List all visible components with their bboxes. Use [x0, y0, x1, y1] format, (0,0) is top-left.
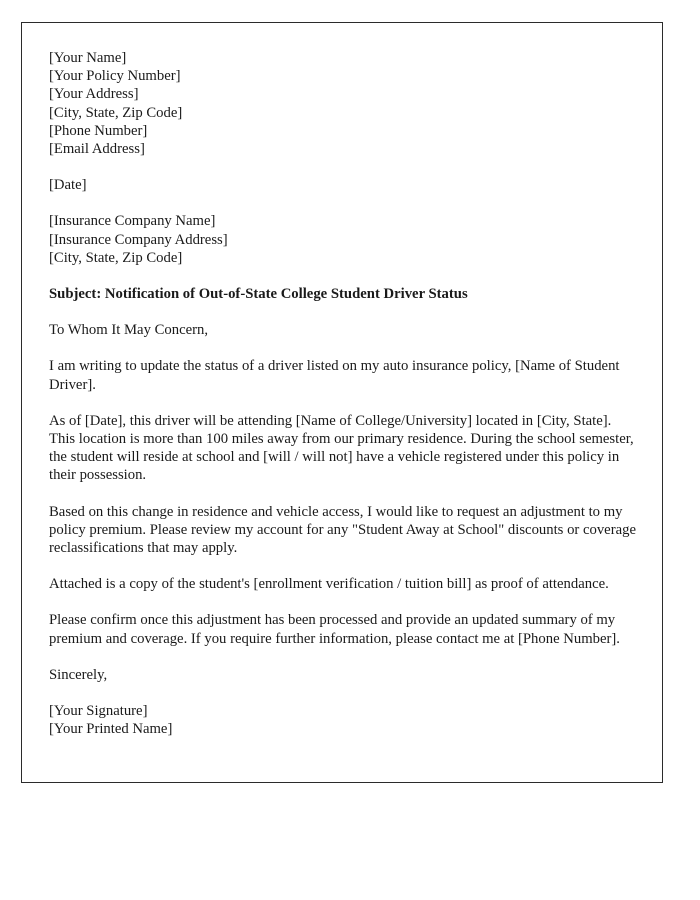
date-block — [49, 176, 637, 194]
subject-line: Subject: Notification of Out-of-State College Student Driver Status — [49, 286, 468, 303]
sender-line: [Your Policy Number] — [49, 68, 181, 85]
body-paragraph: I am writing to update the status of a driver listed on my auto insurance policy, [Name of Student Driver]. — [49, 358, 620, 393]
recipient-line: [City, State, Zip Code] — [49, 249, 183, 266]
recipient-address-block — [49, 212, 637, 267]
body-paragraph: Attached is a copy of the student's [enrollment verification / tuition bill] as proof of attendance. — [49, 576, 609, 593]
sender-line: [Your Address] — [49, 86, 139, 103]
body-paragraph: Please confirm once this adjustment has been processed and provide an updated summary of my premium and coverage. If you require further information, please contact me at [Phone Number]. — [49, 612, 620, 647]
signature-line: [Your Signature] — [49, 703, 148, 720]
sender-line: [Email Address] — [49, 141, 145, 158]
signature-line: [Your Printed Name] — [49, 721, 173, 738]
sender-line: [Phone Number] — [49, 122, 148, 139]
sender-line: [Your Name] — [49, 50, 127, 66]
body-paragraph: Based on this change in residence and vehicle access, I would like to request an adjustment to my policy premium. Please review my account for any "Student Away at School" discounts or coverage reclassifications that may apply. — [49, 503, 636, 557]
date-line: [Date] — [49, 177, 87, 194]
closing-line: Sincerely, — [49, 666, 108, 683]
salutation: To Whom It May Concern, — [49, 322, 209, 339]
sender-address-block — [49, 49, 637, 158]
recipient-line: [Insurance Company Name] — [49, 213, 216, 230]
sender-line: [City, State, Zip Code] — [49, 104, 183, 121]
signature-block — [49, 702, 637, 738]
page-border — [21, 22, 663, 783]
recipient-line: [Insurance Company Address] — [49, 231, 228, 248]
letter-content — [49, 49, 637, 738]
body-paragraph: As of [Date], this driver will be attending [Name of College/University] located in [City, State]. This location is more than 100 miles away from our primary residence. During the school semester, the student will reside at school and [will / will not] have a vehicle registered under this policy in their possession. — [49, 412, 634, 484]
